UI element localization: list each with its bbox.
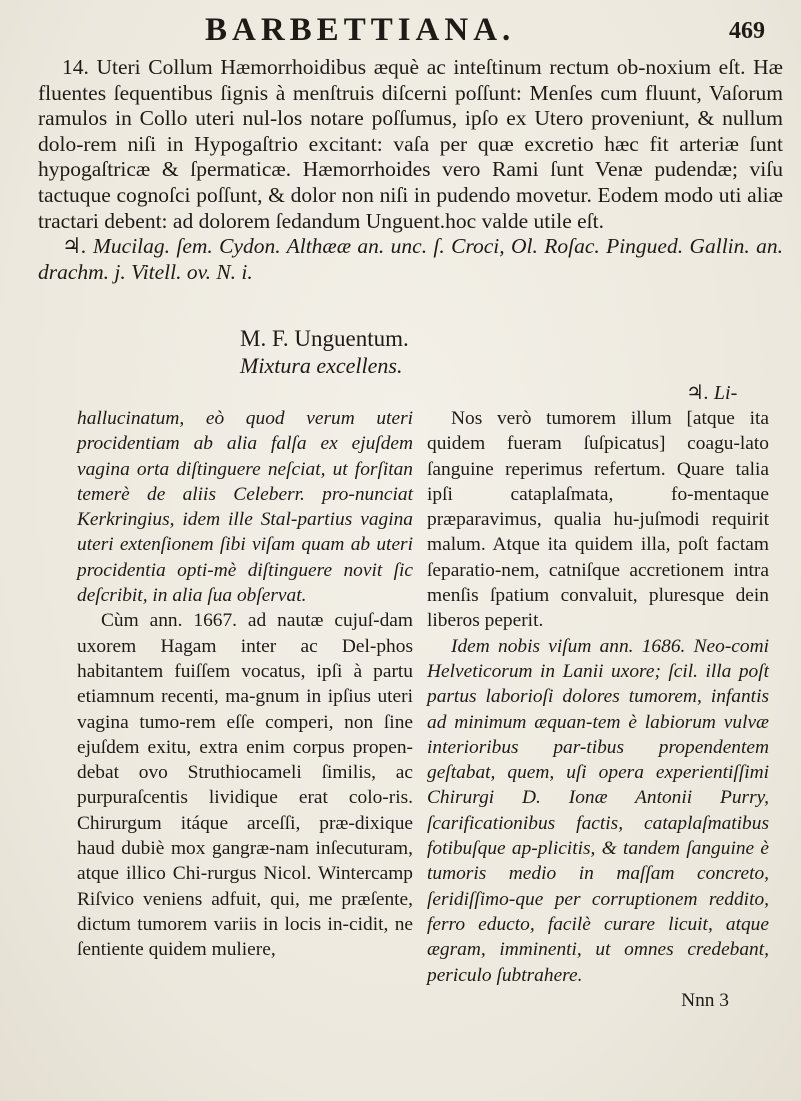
right-column: [427, 406, 769, 1013]
right-italic-paragraph: Idem nobis viſum ann. 1686. Neo-comi Helveticorum in Lanii uxore; ſcil. illa poſt partus laborioſi dolores tumorem, infantis ad minimum æquan-tem è labiorum vulvæ interioribus par-tibus propendentem geſtabat, quem, uſi opera experientiſſimi Chirurgi D. Ionæ Antonii Purry, ſcarificationibus factis, cataplaſmatibus fotibuſque ap-plicitis, & tandem ſanguine è tumoris medio in maſſam concreto, ſeridiſſimo-que per corruptionem reddito, ferro educto, facilè curare licuit, atque ægram, imminenti, ut omnes credebant, periculo ſubtrahere.: [427, 635, 769, 986]
right-paragraph: Nos verò tumorem illum [atque ita quidem fueram ſuſpicatus] coagu-lato ſanguine reperimus refertum. Quare talia ipſi cataplaſmata, fo-mentaque præparavimus, qualia hu-juſmodi requirit malum. Atque ita quidem illa, poſt factam ſeparatio-nem, catniſque accretionem intra menſis ſpatium convaluit, pluresque dein liberos peperit.: [427, 408, 769, 632]
recipe-text: ♃. Mucilag. ſem. Cydon. Althææ an. unc. ſ. Croci, Ol. Roſac. Pingued. Gallin. an. drachm. j. Vitell. ov. N. i.: [38, 234, 783, 284]
left-italic-paragraph: hallucinatum, eò quod verum uteri procidentiam ab alia falſa ex ejuſdem vagina orta diſtinguere neſciat, ut forſitan temerè de aliis Celeberr. pro-nunciat Kerkringius, idem ille Stal-partius vagina uteri extenſionem ſibi viſam quam ab uteri procidentia opti-mè diſtinguere novit ſic deſcribit, in alia ſua obſervat.: [77, 408, 413, 607]
margin-mark: ♃. Li-: [686, 382, 738, 404]
running-head: BARBETTIANA.: [205, 12, 516, 48]
page-header: [0, 12, 801, 52]
page-number: 469: [729, 18, 765, 44]
full-width-text: [38, 55, 783, 285]
section-heading: [240, 325, 740, 379]
section-title: M. F. Unguentum.: [240, 326, 409, 351]
signature-mark: Nnn 3: [681, 989, 729, 1011]
paragraph-14: 14. Uteri Collum Hæmorrhoidibus æquè ac inteſtinum rectum ob-noxium eſt. Hæ fluentes ſequentibus ſignis à menſtruis diſcerni poſſunt: Menſes cum fluunt, Vaſorum ramulos in Collo uteri nul-los notare poſſumus, ipſo ex Utero proveniunt, & nullum dolo-rem niſi in Hypogaſtrio excitant: vaſa per quæ excretio hæc fit arteriæ ſunt hypogaſtricæ & ſpermaticæ. Hæmorrhoides vero Rami ſunt Venæ pudendæ; viſu tactuque cognoſci poſſunt, & dolor non niſi in pudendo movetur. Eodem modo uti aliæ tractari debent: ad dolorem ſedandum Unguent.hoc valde utile eſt.: [38, 55, 783, 233]
left-column: [77, 406, 413, 963]
left-paragraph: Cùm ann. 1667. ad nautæ cujuſ-dam uxorem Hagam inter ac Del-phos habitantem fuiſſem vocatus, ipſi à partu etiamnum recenti, ma-gnum in ipſius uteri vagina tumo-rem eſſe comperi, non ſine ejuſdem exitu, extra enim corpus propen-debat ovo Struthiocameli ſimilis, ac purpuraſcentis lividique erat colo-ris. Chirurgum itáque arceſſi, præ-dixique haud dubiè mox gangræ-nam inſecuturam, atque illico Chi-rurgus Nicol. Wintercamp Riſvico veniens adfuit, qui, me præſente, dictum tumorem variis in locis in-cidit, ne ſentiente quidem muliere,: [77, 610, 413, 961]
section-subtitle: Mixtura excellens.: [240, 353, 403, 378]
